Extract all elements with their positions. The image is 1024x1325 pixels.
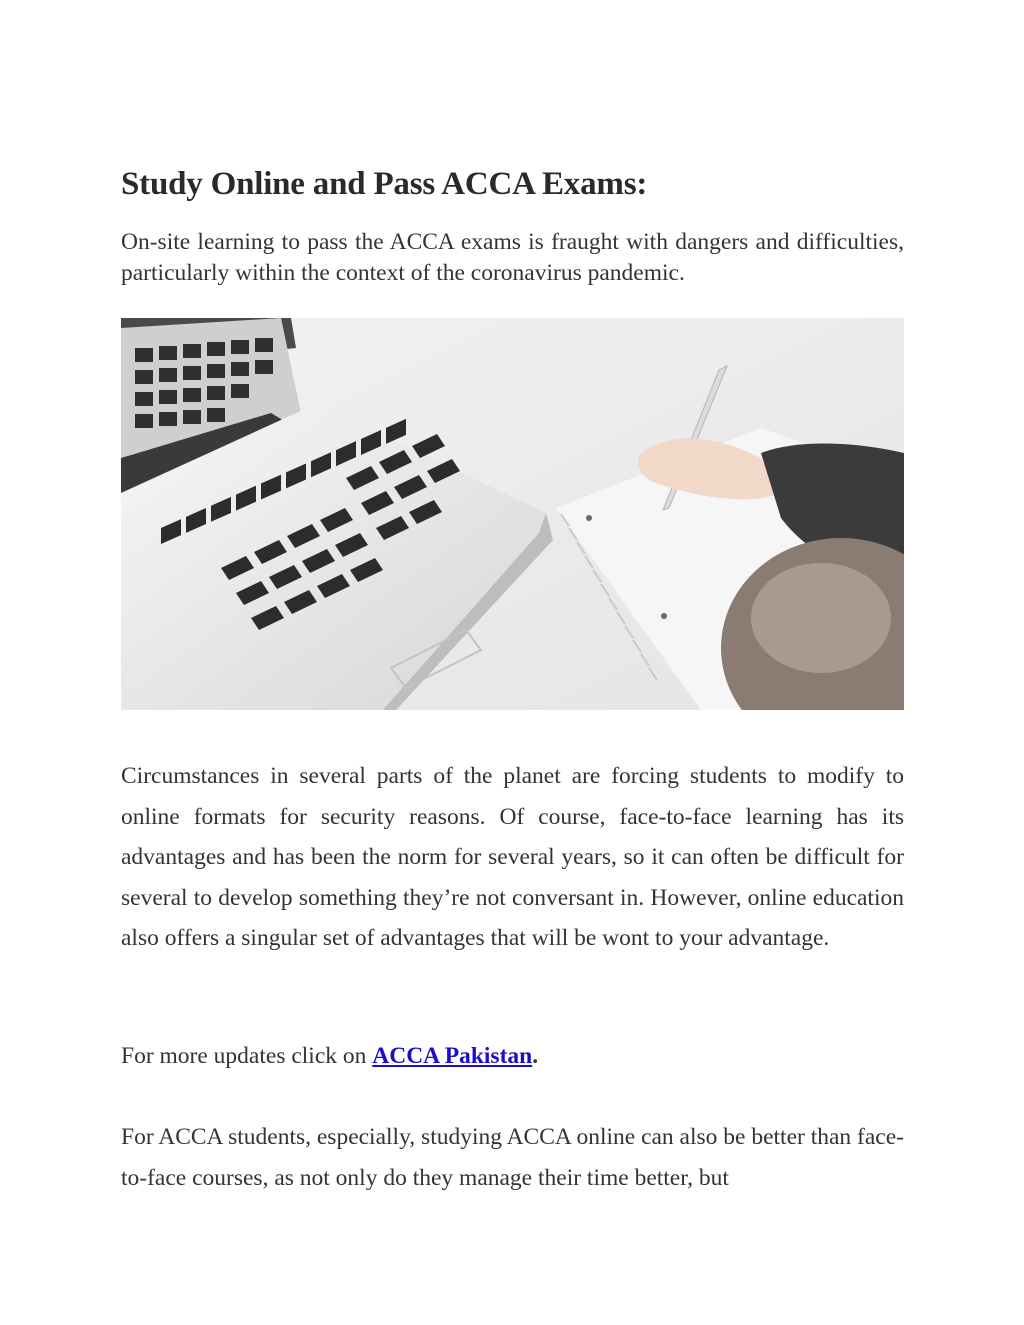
updates-suffix: . [532, 1043, 539, 1069]
updates-line [121, 1036, 904, 1077]
article-title: Study Online and Pass ACCA Exams: [121, 166, 648, 202]
photo-illustration [121, 318, 904, 710]
body-paragraph-3: For ACCA students, especially, studying ACCA online can also be better than face-to-face courses, as not only do they manage their time better, but [121, 1124, 904, 1191]
body-paragraph-1: Circumstances in several parts of the planet are forcing students to modify to online formats for security reasons. Of course, face-to-face learning has its advantages and has been the norm for several years, so it can often be difficult for several to develop something they’re not conversant in. However, online education also offers a singular set of advantages that will be wont to your advantage. [121, 763, 904, 951]
laptop-and-notebook-photo [121, 318, 904, 710]
intro-paragraph: On-site learning to pass the ACCA exams is fraught with dangers and difficulties, particularly within the context of the coronavirus pandemic. [121, 229, 904, 286]
acca-pakistan-link[interactable]: ACCA Pakistan [372, 1043, 533, 1069]
updates-prefix: For more updates click on [121, 1043, 373, 1069]
